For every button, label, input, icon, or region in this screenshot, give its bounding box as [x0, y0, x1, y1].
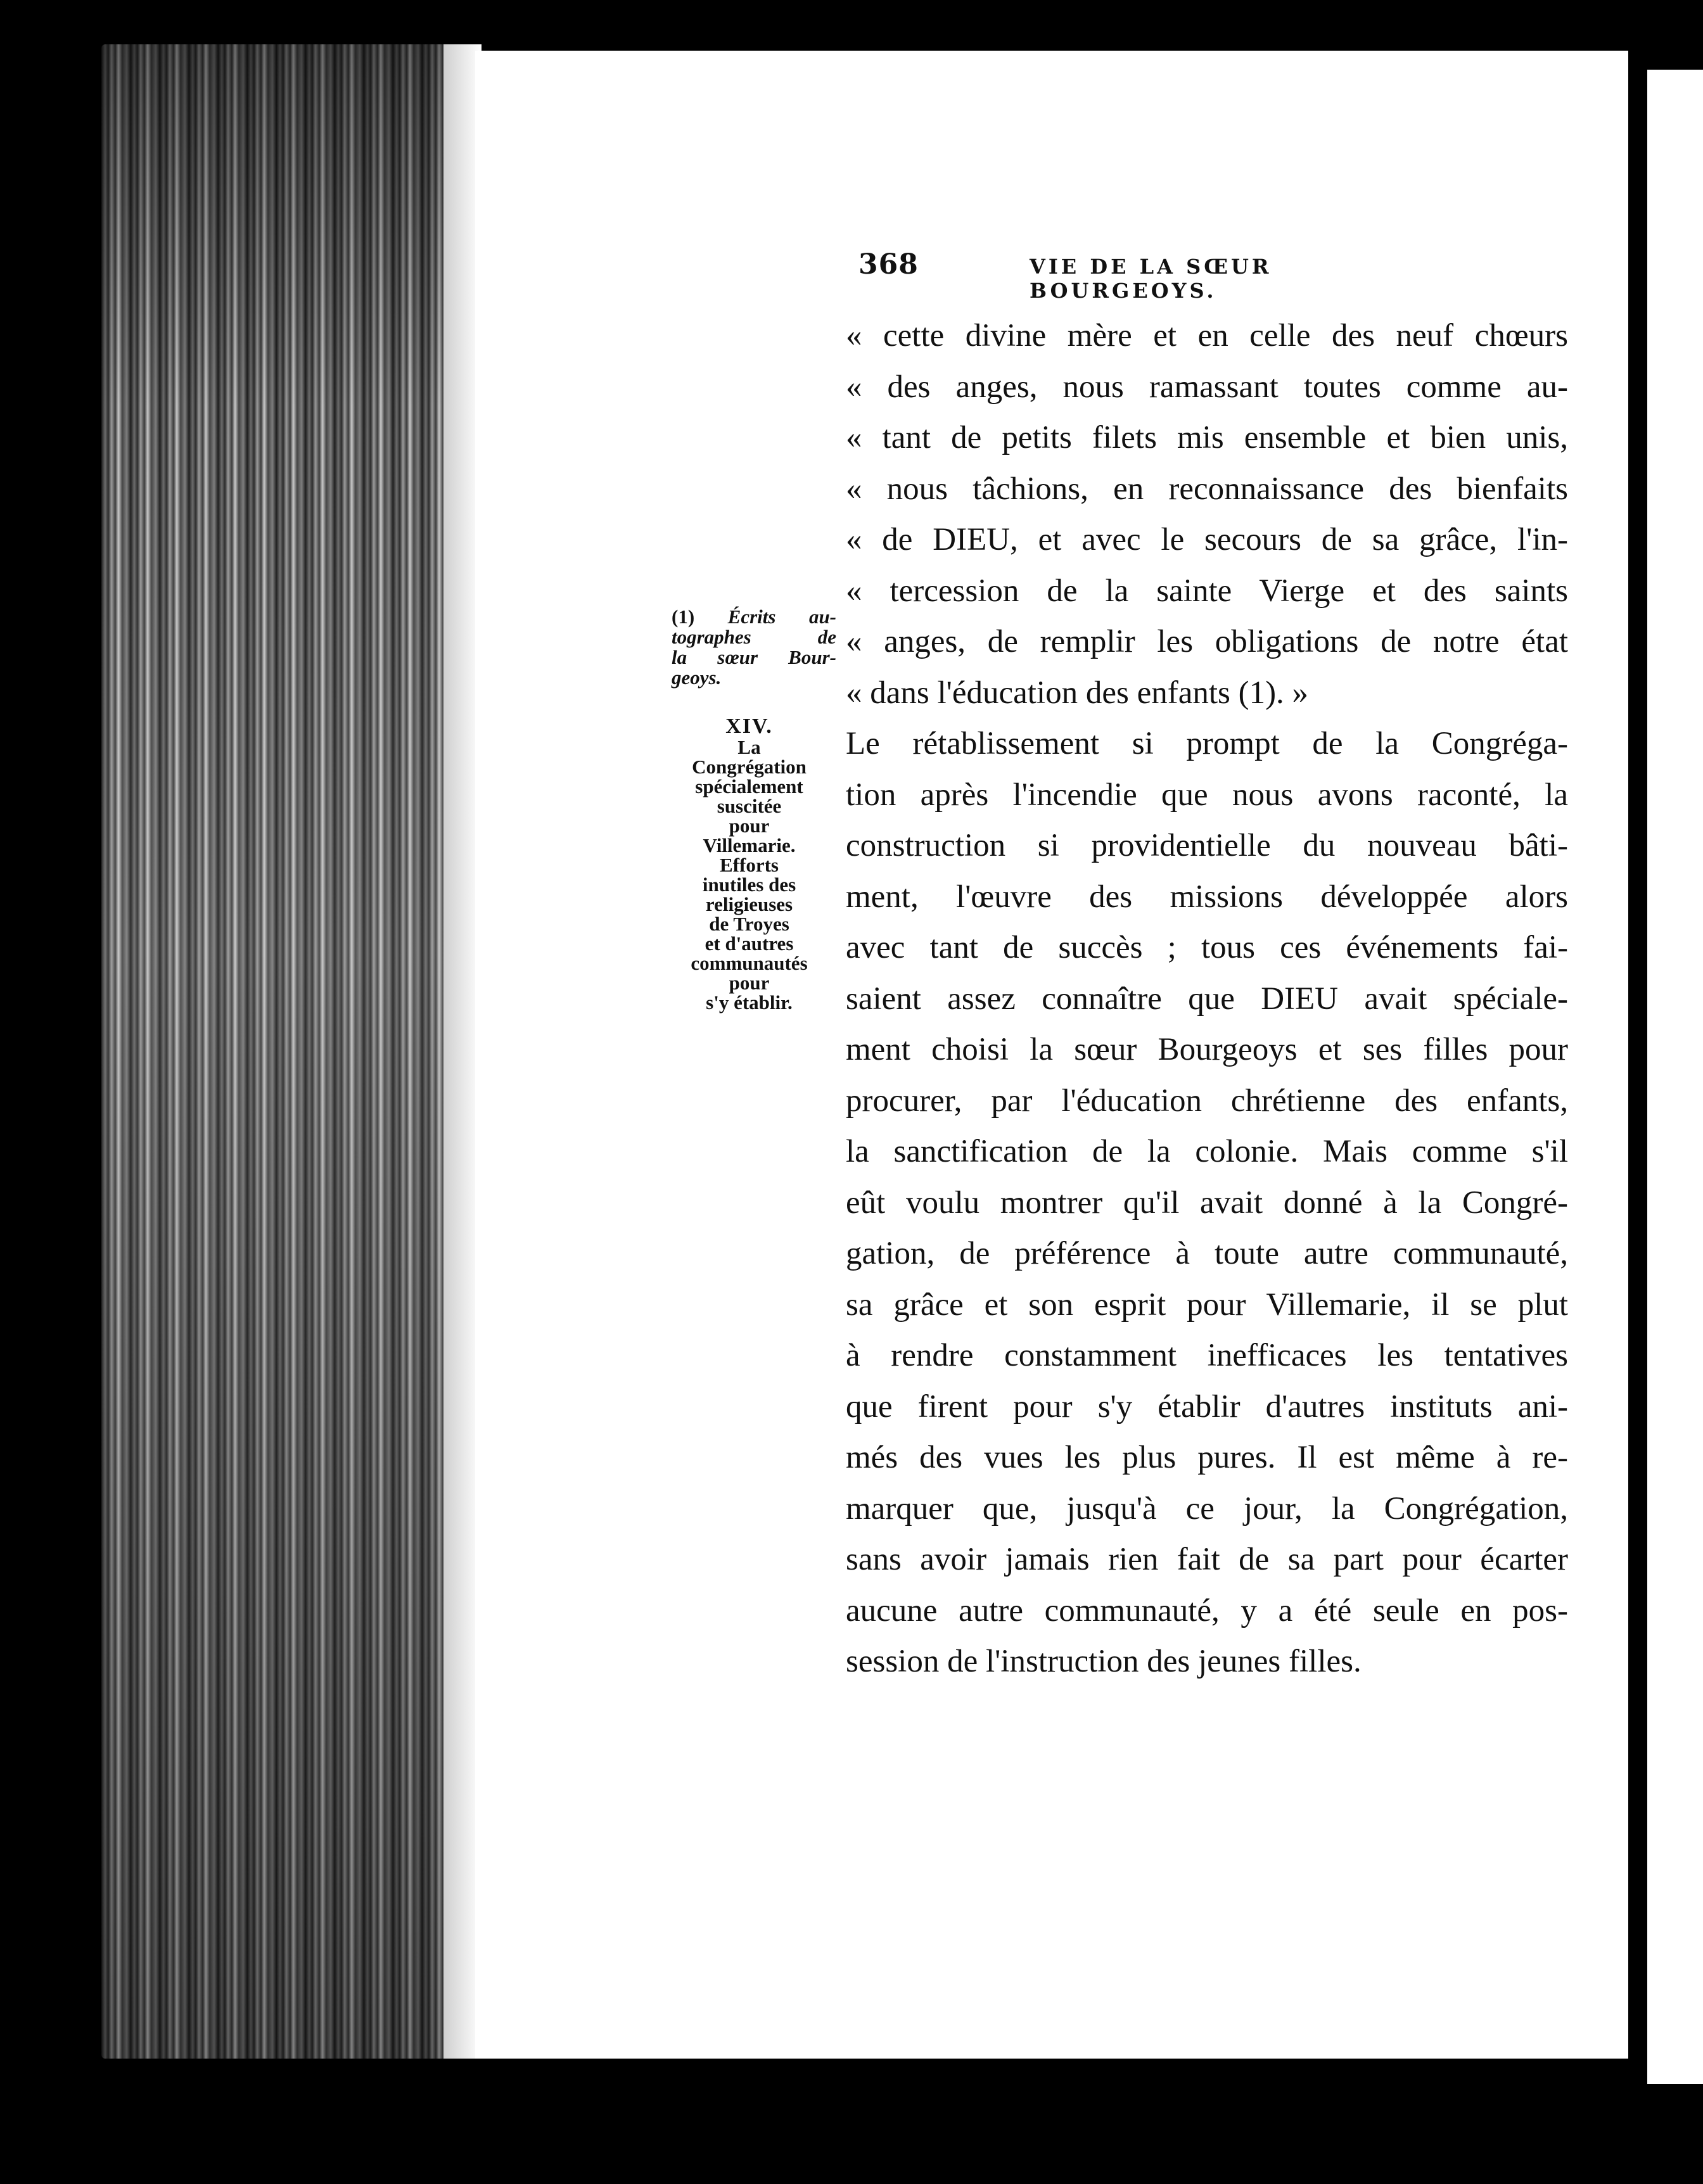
sidenote-line: pour [729, 972, 770, 994]
text-line: « anges, de remplir les obligations de notre état [846, 624, 1568, 659]
text-line: tion après l'incendie que nous avons raconté, la [846, 777, 1568, 813]
text-line: ment choisi la sœur Bourgeoys et ses filles pour [846, 1032, 1568, 1067]
sidenote-line: Efforts [720, 854, 779, 876]
sidenote-line: Congrégation [692, 756, 807, 778]
sidenote-line: de Troyes [709, 913, 789, 935]
text-line: gation, de préférence à toute autre communauté, [846, 1236, 1568, 1271]
text-line: construction si providentielle du nouveau bâti- [846, 828, 1568, 863]
footnote-number: (1) [672, 606, 695, 628]
sidenote-line: communautés [691, 952, 808, 974]
text-line: « dans l'éducation des enfants (1). » [846, 675, 1309, 711]
text-line: marquer que, jusqu'à ce jour, la Congrégation, [846, 1490, 1568, 1527]
text-line: session de l'instruction des jeunes filles. [846, 1644, 1362, 1679]
sidenote-line: religieuses [705, 893, 793, 915]
text-line: eût voulu montrer qu'il avait donné à la Congré- [846, 1184, 1568, 1221]
text-line: que firent pour s'y établir d'autres instituts ani- [846, 1388, 1568, 1425]
next-page-edge [1641, 70, 1646, 2084]
text-line: sa grâce et son esprit pour Villemarie, il se plut [846, 1286, 1568, 1323]
text-line: Le rétablissement si prompt de la Congréga- [846, 726, 1568, 761]
sidenote-line: Villemarie. [703, 834, 796, 856]
sidenote-line: spécialement [695, 775, 803, 797]
text-line: à rendre constamment inefficaces les tentatives [846, 1338, 1568, 1373]
sidenote-line: suscitée [717, 795, 782, 817]
text-line: « tant de petits filets mis ensemble et bien unis, [846, 420, 1568, 455]
running-head [858, 248, 1416, 303]
footnote-line: la sœur Bour- [672, 646, 836, 668]
footnote-line: (1) Écrits au- [672, 606, 837, 628]
text-line: més des vues les plus pures. Il est même à re- [846, 1440, 1568, 1475]
page-number: 368 [858, 248, 919, 281]
text-line: ment, l'œuvre des missions développée alors [846, 879, 1568, 915]
sidenote-line: s'y établir. [706, 991, 793, 1013]
text-line: « cette divine mère et en celle des neuf chœurs [846, 318, 1568, 353]
next-page-sliver [1647, 70, 1703, 2084]
sidenote-line: La [737, 736, 761, 758]
sidenote-line: inutiles des [702, 873, 796, 896]
section-sidenote [659, 716, 839, 1012]
text-line: « nous tâchions, en reconnaissance des bienfaits [846, 471, 1568, 507]
text-line: aucune autre communauté, y a été seule en pos- [846, 1592, 1568, 1628]
text-line: sans avoir jamais rien fait de sa part pour écarter [846, 1542, 1568, 1577]
section-number: XIV. [725, 714, 773, 738]
footnote-line: tographes de [672, 626, 836, 648]
text-line: avec tant de succès ; tous ces événements fai- [846, 930, 1568, 965]
text-line: saient assez connaître que DIEU avait spéciale- [846, 981, 1568, 1017]
book-page-edges [101, 44, 482, 2059]
text-line: « tercession de la sainte Vierge et des saints [846, 573, 1568, 609]
sidenote-line: pour [729, 815, 770, 837]
running-title: VIE DE LA SŒUR BOURGEOYS. [1030, 255, 1272, 303]
text-line: « de DIEU, et avec le secours de sa grâce, l'in- [846, 522, 1568, 557]
body-text [846, 310, 1568, 1687]
footnote-line: geoys. [672, 666, 722, 689]
sidenote-line: et d'autres [705, 932, 794, 955]
text-line: procurer, par l'éducation chrétienne des enfants, [846, 1082, 1568, 1119]
footnote-margin [672, 607, 836, 688]
text-line: « des anges, nous ramassant toutes comme au- [846, 369, 1568, 405]
text-line: la sanctification de la colonie. Mais comme s'il [846, 1134, 1568, 1169]
